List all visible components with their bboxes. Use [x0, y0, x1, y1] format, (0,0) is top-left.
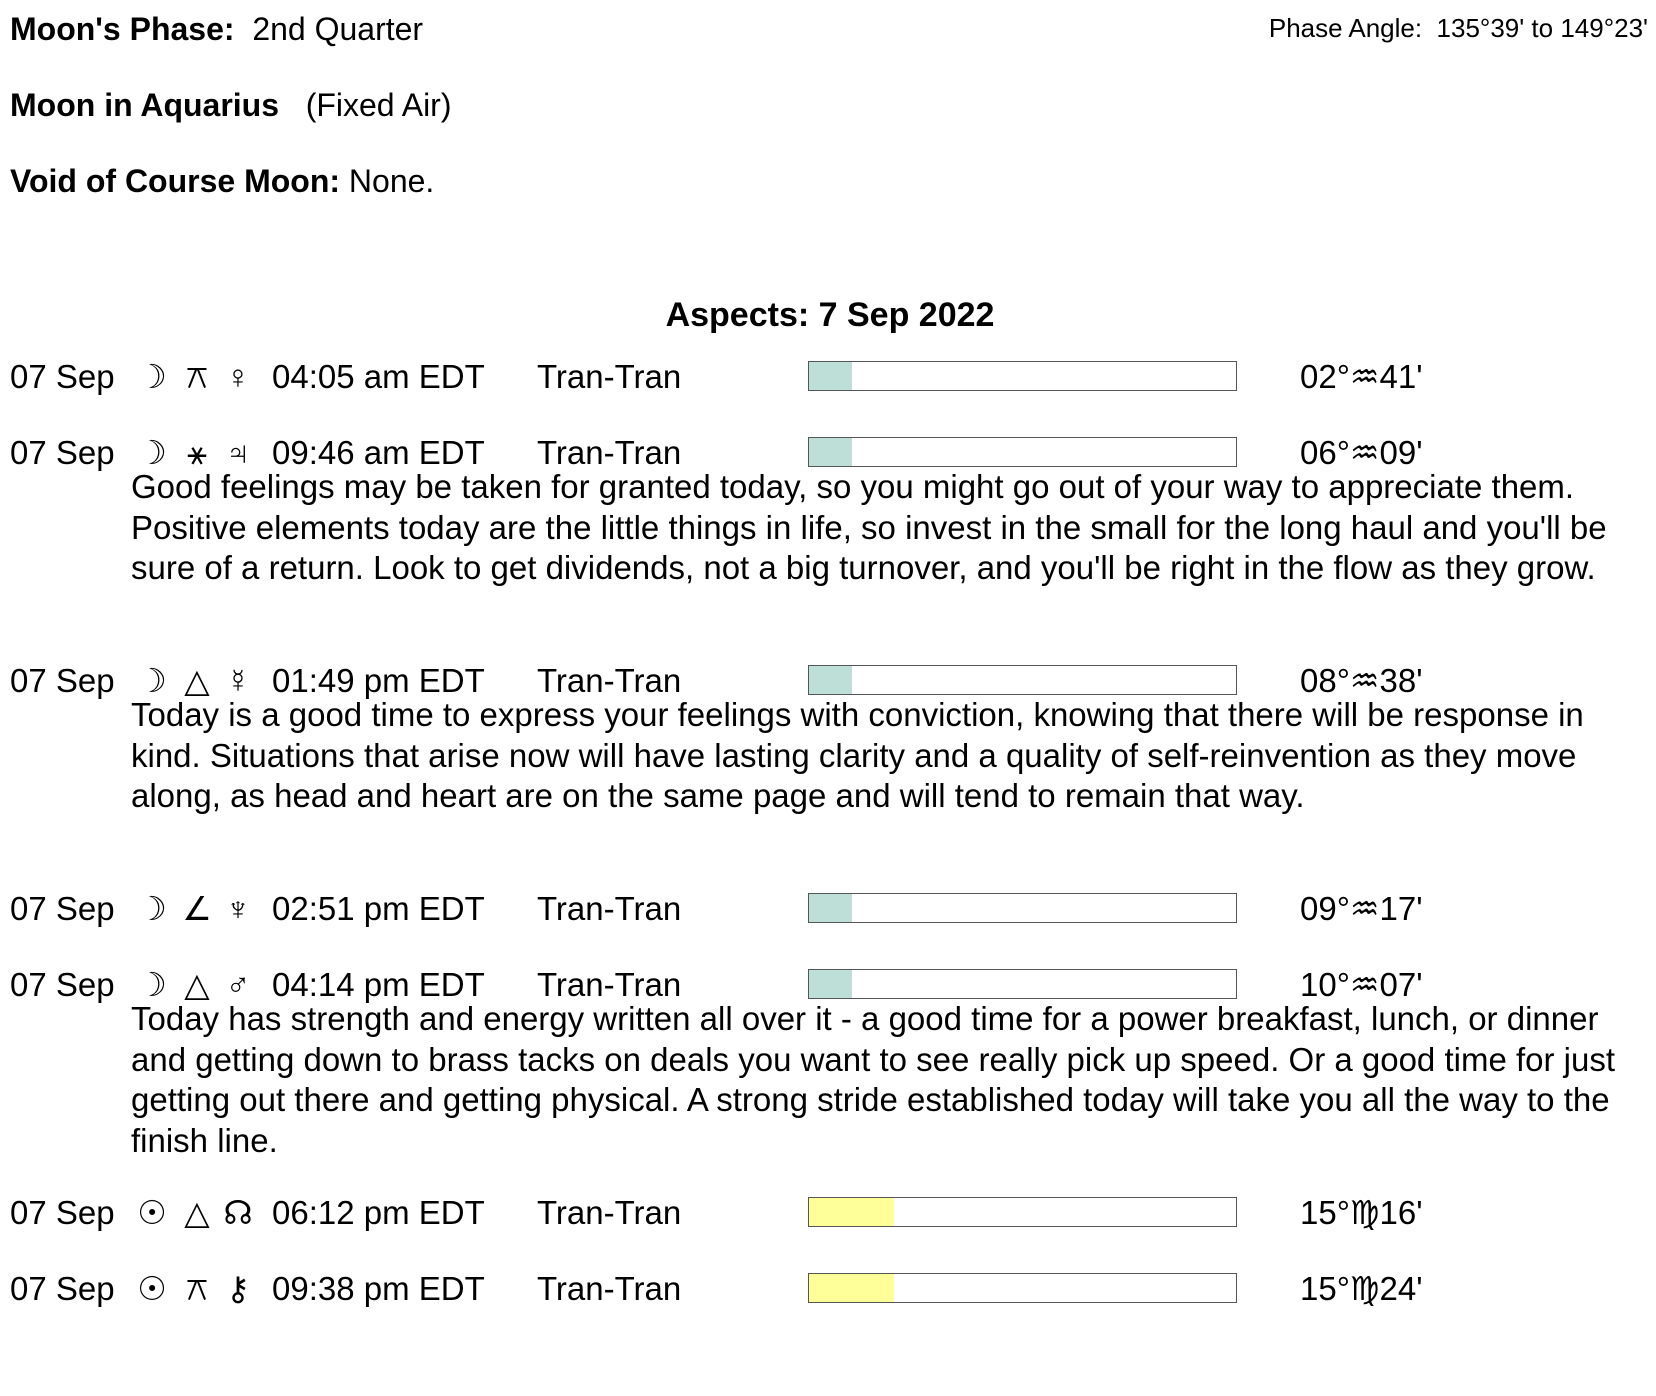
strength-bar [808, 969, 1237, 999]
aspect-type: Tran-Tran [537, 662, 682, 699]
phase-angle-label: Phase Angle: [1268, 13, 1423, 43]
aspect-position: 06°♒09' [1300, 434, 1423, 471]
moon-icon: ☽ [137, 358, 167, 395]
aspect-time: 09:38 pm EDT [272, 1270, 485, 1307]
trine-icon: △ [184, 966, 210, 1003]
aspect-interpretation: Good feelings may be taken for granted today, so you might go out of your way to appreciate them. Positive elements today are the little things in life, so invest in the small for the long haul and you'll be sure of a return. Look to get dividends, not a big turnover, and you'll be right in the flow as they grow. [131, 468, 1607, 586]
aspect-position: 02°♒41' [1300, 358, 1423, 395]
strength-bar-fill [809, 970, 852, 998]
strength-bar-fill [809, 438, 852, 466]
aspect-time: 02:51 pm EDT [272, 890, 485, 927]
aspect-date: 07 Sep [10, 966, 115, 1003]
jupiter-icon: ♃ [225, 434, 251, 471]
moon-phase-label: Moon's Phase: [10, 11, 235, 47]
moon-sign-line [10, 87, 451, 124]
aspect-type: Tran-Tran [537, 1194, 682, 1231]
chiron-icon: ⚷ [225, 1270, 251, 1307]
aspect-interpretation: Today has strength and energy written all over it - a good time for a power breakfast, lunch, or dinner and getting down to brass tacks on deals you want to see really pick up speed. Or a good time for just getting out there and getting physical. A strong stride established today will take you all the way to the finish line. [131, 1000, 1616, 1159]
aspect-type: Tran-Tran [537, 890, 682, 927]
aspect-type: Tran-Tran [537, 434, 682, 471]
aspect-time: 09:46 am EDT [272, 434, 485, 471]
aspect-type: Tran-Tran [537, 966, 682, 1003]
strength-bar-fill [809, 666, 852, 694]
venus-icon: ♀ [225, 358, 251, 395]
aspect-date: 07 Sep [10, 434, 115, 471]
moon-icon: ☽ [137, 662, 167, 699]
aspect-position: 15°♍16' [1300, 1194, 1423, 1231]
void-of-course-label: Void of Course Moon: [10, 163, 341, 199]
strength-bar [808, 665, 1237, 695]
aspect-row [0, 889, 1656, 929]
strength-bar-fill [809, 362, 852, 390]
aspect-row [0, 1269, 1656, 1309]
aspects-title: Aspects: 7 Sep 2022 [665, 296, 995, 334]
aspect-date: 07 Sep [10, 1270, 115, 1307]
strength-bar [808, 361, 1237, 391]
aspect-position: 09°♒17' [1300, 890, 1423, 927]
aspect-position: 10°♒07' [1300, 966, 1423, 1003]
aspect-date: 07 Sep [10, 890, 115, 927]
trine-icon: △ [184, 1194, 210, 1231]
strength-bar-fill [809, 1274, 894, 1302]
strength-bar [808, 437, 1237, 467]
strength-bar [808, 1197, 1237, 1227]
neptune-icon: ♆ [225, 890, 251, 927]
void-of-course-value: None. [348, 163, 435, 199]
strength-bar [808, 893, 1237, 923]
aspect-type: Tran-Tran [537, 1270, 682, 1307]
mars-icon: ♂ [225, 966, 251, 1003]
aspect-row [0, 357, 1656, 397]
aspect-date: 07 Sep [10, 1194, 115, 1231]
strength-bar-fill [809, 894, 852, 922]
sun-icon: ☉ [137, 1194, 167, 1231]
trine-icon: △ [184, 662, 210, 699]
aspect-date: 07 Sep [10, 358, 115, 395]
moon-sign-quality: (Fixed Air) [305, 87, 452, 123]
quincunx-icon: ⚻ [186, 358, 208, 395]
moon-sign-label: Moon in Aquarius [10, 87, 280, 123]
mercury-icon: ☿ [225, 662, 251, 699]
strength-bar [808, 1273, 1237, 1303]
quincunx-icon: ⚻ [186, 1270, 208, 1307]
aspect-date: 07 Sep [10, 662, 115, 699]
aspect-time: 01:49 pm EDT [272, 662, 485, 699]
moon-icon: ☽ [137, 966, 167, 1003]
aspect-time: 04:14 pm EDT [272, 966, 485, 1003]
moon-phase-line [10, 11, 423, 48]
aspect-time: 04:05 am EDT [272, 358, 485, 395]
phase-angle [1269, 13, 1648, 44]
phase-angle-value: 135°39' to 149°23' [1436, 13, 1648, 43]
aspect-position: 08°♒38' [1300, 662, 1423, 699]
void-of-course-line [10, 163, 434, 200]
strength-bar-fill [809, 1198, 894, 1226]
moon-icon: ☽ [137, 434, 167, 471]
sextile-icon: ⚹ [187, 434, 207, 471]
moon-icon: ☽ [137, 890, 167, 927]
aspect-position: 15°♍24' [1300, 1270, 1423, 1307]
aspect-interpretation: Today is a good time to express your feelings with conviction, knowing that there will be response in kind. Situations that arise now will have lasting clarity and a quality of self-reinvention as they move along, as head and heart are on the same page and will tend to remain that way. [131, 696, 1584, 814]
moon-phase-value: 2nd Quarter [252, 11, 424, 47]
sun-icon: ☉ [137, 1270, 167, 1307]
aspect-row [0, 1193, 1656, 1233]
north-node-icon: ☊ [223, 1194, 253, 1231]
semisquare-icon: ∠ [182, 890, 212, 927]
aspect-type: Tran-Tran [537, 358, 682, 395]
aspect-time: 06:12 pm EDT [272, 1194, 485, 1231]
